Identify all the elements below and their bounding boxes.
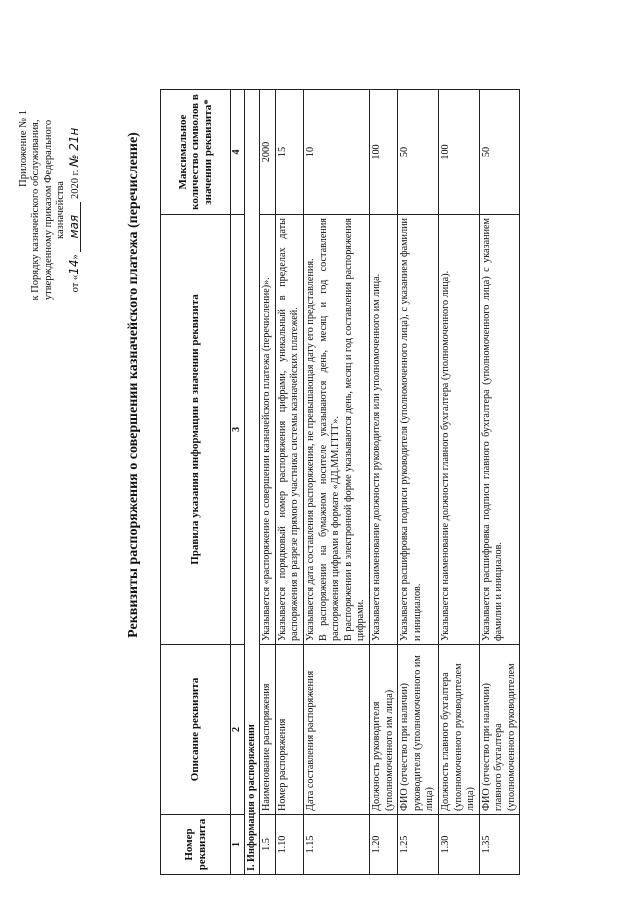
requisite-description: Должность руководителя (уполномоченного им лица) <box>369 645 397 815</box>
rule-paragraph: Указывается расшифровка подписи главного бухгалтера (уполномоченного лица) с указанием фамилии и инициалов. <box>480 218 505 641</box>
handwritten-day: 14 <box>66 259 81 275</box>
requisite-rules <box>260 215 276 645</box>
handwritten-month: мая <box>68 202 81 252</box>
requisite-rules <box>303 215 369 645</box>
requisite-rules <box>369 215 397 645</box>
col-header: Максимальное количество символов в значении реквизита* <box>161 90 231 215</box>
table-row <box>260 90 276 875</box>
table-row <box>369 90 397 875</box>
rule-paragraph: Указывается наименование должности руководителя или уполномоченного им лица. <box>370 273 382 641</box>
requisite-description: ФИО (отчество при наличии) руководителя (уполномоченного им лица) <box>398 645 439 815</box>
appendix-line: к Порядку казначейского обслуживания, <box>30 119 42 301</box>
rule-paragraph: В распоряжении на бумажном носителе указываются день, месяц и год составления распоряжения цифрами в формате «ДД.ММ.ГГГГ». <box>317 218 342 641</box>
handwritten-number: № 21н <box>66 127 81 168</box>
requisite-description: Номер распоряжения <box>275 645 303 815</box>
rule-paragraph: В распоряжении в электронной форме указываются день, месяц и год составления распоряжения цифрами. <box>342 218 367 641</box>
rule-paragraph: Указывается порядковый номер распоряжения цифрами, уникальный в пределах даты распоряжения в разрезе прямого участника системы казначейских платежей. <box>276 218 301 641</box>
requisite-description: Наименование распоряжения <box>260 645 276 815</box>
section-row <box>244 90 260 875</box>
col-number-row <box>231 90 245 875</box>
rule-paragraph: Указывается расшифровка подписи руководителя (уполномоченного лица), с указанием фамилии и инициалов. <box>399 218 423 641</box>
appendix-line: утвержденному приказом Федерального <box>42 119 54 301</box>
appendix-date: от «14» мая 2020 г. № 21н <box>66 127 81 293</box>
requisite-max-chars: 10 <box>303 90 369 215</box>
requisite-max-chars: 100 <box>438 90 479 215</box>
section-title: I. Информация о распоряжении <box>244 90 260 875</box>
col-header: Правила указания информации в значении реквизита <box>161 215 231 645</box>
requisite-description: ФИО (отчество при наличии) главного бухгалтера (уполномоченного руководителем <box>479 645 520 815</box>
requisite-rules <box>438 215 479 645</box>
requisite-number: 1.25 <box>398 815 439 875</box>
requisite-rules <box>398 215 439 645</box>
rule-paragraph: Указывается наименование должности главного бухгалтера (уполномоченного лица). <box>439 270 451 641</box>
col-number: 3 <box>231 215 245 645</box>
requisite-number: 1.35 <box>479 815 520 875</box>
requisite-max-chars: 100 <box>369 90 397 215</box>
col-number: 1 <box>231 815 245 875</box>
page-title: Реквизиты распоряжения о совершении казначейского платежа (перечисление) <box>126 132 141 638</box>
col-number: 4 <box>231 90 245 215</box>
rule-paragraph: Указывается «распоряжение о совершении казначейского платежа (перечисление)». <box>261 277 273 641</box>
col-number: 2 <box>231 645 245 815</box>
requisite-number: 1.20 <box>369 815 397 875</box>
appendix-number: Приложение № 1 <box>18 110 29 187</box>
requisite-rules <box>479 215 520 645</box>
rule-paragraph: Указывается дата составления распоряжения, не превышающая дату его представления. <box>304 258 316 641</box>
requisite-max-chars: 50 <box>398 90 439 215</box>
col-header: Номер реквизита <box>161 815 231 875</box>
requisite-description: Должность главного бухгалтера (уполномоченного руководителем лица) <box>438 645 479 815</box>
table-row <box>398 90 439 875</box>
requisites-table <box>160 89 520 875</box>
requisite-number: 1.30 <box>438 815 479 875</box>
table-row <box>275 90 303 875</box>
table-row <box>303 90 369 875</box>
header-row <box>161 90 231 875</box>
requisite-rules <box>275 215 303 645</box>
table-row <box>438 90 479 875</box>
requisite-max-chars: 2000 <box>260 90 276 215</box>
requisite-number: 1.5 <box>260 815 276 875</box>
requisite-max-chars: 15 <box>275 90 303 215</box>
requisite-number: 1.15 <box>303 815 369 875</box>
requisite-description: Дата составления распоряжения <box>303 645 369 815</box>
requisite-number: 1.10 <box>275 815 303 875</box>
appendix-line: казначейства <box>55 181 67 239</box>
col-header: Описание реквизита <box>161 645 231 815</box>
appendix-header <box>18 70 82 350</box>
requisite-max-chars: 50 <box>479 90 520 215</box>
table-row <box>479 90 520 875</box>
